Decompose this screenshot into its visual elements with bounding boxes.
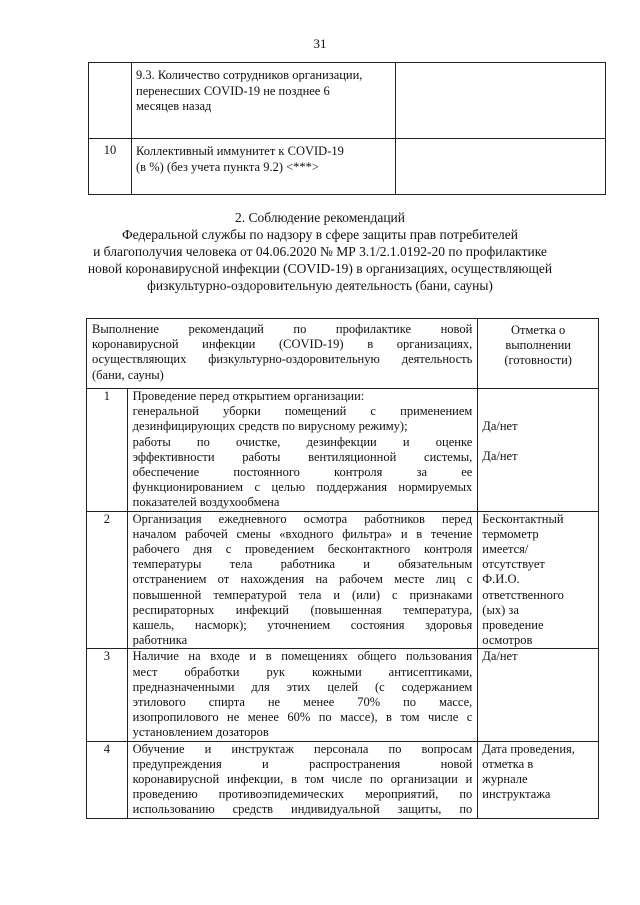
text-line: Выполнение рекомендаций по профилактике новой	[92, 322, 473, 336]
text-line: перенесших COVID-19 не позднее 6	[136, 83, 330, 98]
row-description	[132, 63, 396, 139]
mark-line: проведение	[482, 618, 544, 633]
text-line: предназначенными для этих целей (с содержанием	[132, 679, 473, 694]
row-description	[127, 511, 478, 649]
recommendations-table	[86, 318, 599, 819]
heading-line: Федеральной службы по надзору в сфере защиты прав потребителей	[121, 227, 519, 242]
text-line: месяцев назад	[136, 99, 212, 113]
header-requirements	[87, 319, 478, 389]
section-heading	[0, 209, 640, 294]
table-row	[87, 649, 599, 741]
row-mark	[478, 741, 599, 818]
text-line: 9.3. Количество сотрудников организации,	[136, 68, 363, 82]
text-line: Обучение и инструктаж персонала по вопросам	[132, 741, 473, 756]
table-row	[87, 511, 599, 649]
table-header-row	[87, 319, 599, 389]
row-mark	[478, 511, 599, 649]
text-line: (бани, сауны)	[92, 367, 164, 382]
text-line: (в %) (без учета пункта 9.2) <***>	[136, 159, 319, 174]
mark-line: отметка в	[482, 756, 534, 771]
row-number: 1	[87, 389, 128, 512]
text-line: предупреждения и распространения новой	[132, 756, 473, 771]
mark-line: Да/нет	[482, 449, 518, 464]
row-description	[132, 139, 396, 195]
text-line: осуществляющих физкультурно-оздоровительную деятельность	[92, 352, 473, 367]
row-number	[89, 63, 132, 139]
value-cell	[396, 139, 606, 195]
mark-line: журнале	[482, 772, 528, 787]
header-mark	[478, 319, 599, 389]
mark-line: Бесконтактный	[482, 511, 564, 526]
text-line: генеральной уборки помещений с применением	[132, 404, 473, 419]
text-line: обеспечение постоянного контроля за ее	[132, 465, 473, 480]
text-line: показателей воздухообмена	[132, 495, 280, 510]
heading-line: и благополучия человека от 04.06.2020 № МР 3.1/2.1.0192-20 по профилактике	[93, 244, 547, 259]
text-line: рабочего дня с проведением бесконтактного контроля	[132, 542, 473, 557]
row-description	[127, 649, 478, 741]
mark-line: Ф.И.О.	[482, 572, 520, 587]
text-line: Проведение перед открытием организации:	[132, 389, 365, 403]
table-row	[87, 389, 599, 512]
mark-line: инструктажа	[482, 787, 551, 802]
heading-line: 2. Соблюдение рекомендаций	[234, 210, 405, 225]
mark-line: Да/нет	[482, 649, 518, 664]
row-number: 10	[89, 139, 132, 195]
text-line: использованию средств индивидуальной защиты, по	[132, 802, 473, 817]
indicators-table-continued	[88, 62, 606, 195]
text-line: изопропилового не менее 60% по массе), в том числе с	[132, 710, 473, 725]
row-number: 2	[87, 511, 128, 649]
text-line: дезинфицирующих средств по вирусному режиму);	[132, 419, 408, 434]
text-line: кашель, насморк); уточнением состояния здоровья	[132, 618, 473, 633]
text-line: Наличие на входе и в помещениях общего пользования	[132, 649, 473, 664]
text-line: работника	[132, 633, 188, 648]
text-line: коронавирусной инфекции, в том числе по организации и	[132, 772, 473, 787]
row-number: 3	[87, 649, 128, 741]
text-line: повышенной температурой тела и (или) с признаками	[132, 587, 473, 602]
text-line: Отметка о	[511, 323, 566, 337]
text-line: работы по очистке, дезинфекции и оценке	[132, 434, 473, 449]
row-mark	[478, 389, 599, 512]
row-mark	[478, 649, 599, 741]
text-line: функционированием с целью поддержания нормируемых	[132, 480, 473, 495]
text-line: выполнении	[505, 338, 571, 353]
row-number: 4	[87, 741, 128, 818]
mark-line: термометр	[482, 526, 539, 541]
mark-line: Да/нет	[482, 419, 518, 433]
mark-line: (ых) за	[482, 602, 519, 617]
mark-line: Дата проведения,	[482, 741, 575, 756]
table-row	[89, 139, 606, 195]
row-description	[127, 741, 478, 818]
text-line: этилового спирта не менее 70% по массе,	[132, 695, 473, 710]
text-line: респираторных инфекций (повышенная температура,	[132, 602, 473, 617]
heading-line: физкультурно-оздоровительную деятельность (бани, сауны)	[147, 278, 493, 293]
text-line: эффективности работы вентиляционной системы,	[132, 449, 473, 464]
text-line: началом рабочей смены «входного фильтра» и в течение	[132, 526, 473, 541]
text-line: проведению противоэпидемических мероприятий, по	[132, 787, 473, 802]
table-row	[87, 741, 599, 818]
mark-line: отсутствует	[482, 557, 545, 572]
value-cell	[396, 63, 606, 139]
text-line: (готовности)	[504, 353, 572, 368]
text-line: коронавирусной инфекции (COVID-19) в организациях,	[92, 337, 473, 352]
row-description	[127, 389, 478, 512]
text-line: установлением дозаторов	[132, 725, 269, 740]
page-number: 31	[313, 36, 327, 51]
text-line: отстранением от нахождения на рабочем месте лиц с	[132, 572, 473, 587]
heading-line: новой коронавирусной инфекции (COVID-19) в организациях, осуществляющей	[87, 261, 553, 276]
text-line: температуры тела работника и обязательным	[132, 557, 473, 572]
mark-line: имеется/	[482, 542, 529, 557]
table-row	[89, 63, 606, 139]
text-line: Коллективный иммунитет к COVID-19	[136, 144, 344, 158]
mark-line: ответственного	[482, 587, 564, 602]
text-line: мест обработки рук кожными антисептиками,	[132, 664, 473, 679]
text-line: Организация ежедневного осмотра работников перед	[132, 511, 473, 526]
mark-line: осмотров	[482, 633, 533, 648]
